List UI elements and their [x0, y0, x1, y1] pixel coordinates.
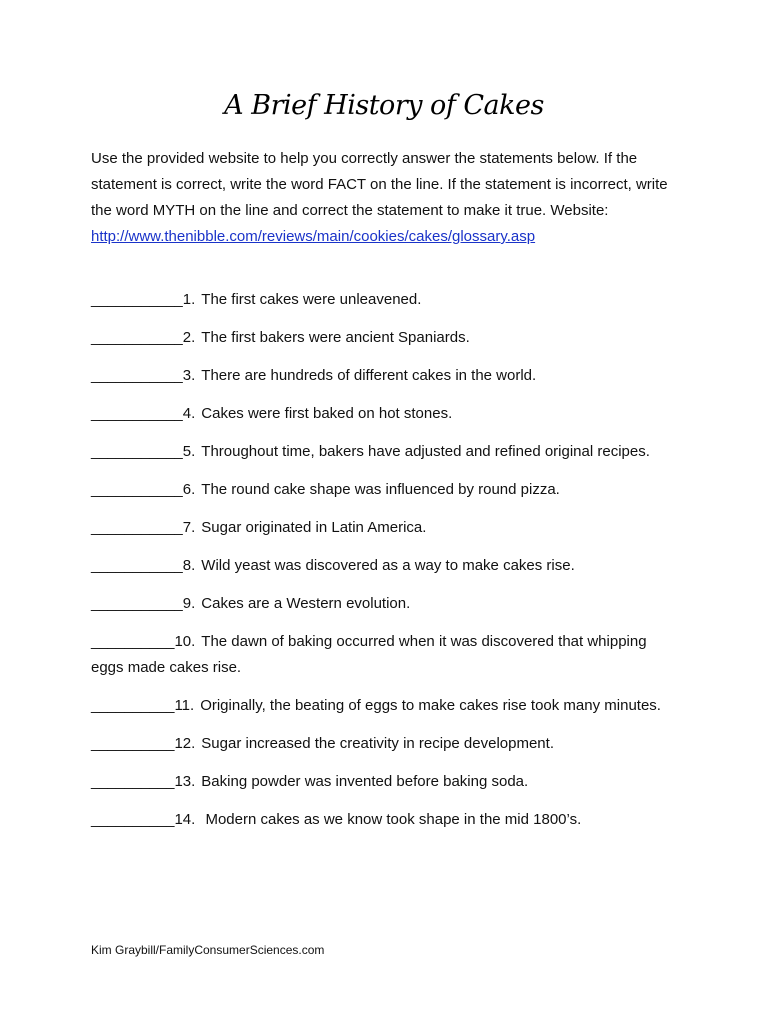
statement-text: Cakes were first baked on hot stones. [201, 405, 453, 422]
statement-item [91, 477, 681, 503]
statement-item [91, 807, 681, 833]
answer-blank[interactable]: ___________ [91, 291, 183, 308]
statement-text: Sugar originated in Latin America. [201, 519, 427, 536]
answer-blank[interactable]: ___________ [91, 443, 183, 460]
answer-blank[interactable]: __________ [91, 697, 175, 714]
answer-blank[interactable]: __________ [91, 633, 175, 650]
statement-number: 8. [182, 557, 196, 574]
statement-number: 12. [174, 735, 196, 752]
statement-number: 3. [182, 367, 196, 384]
answer-blank[interactable]: ___________ [91, 329, 183, 346]
statement-number: 9. [182, 595, 196, 612]
statement-item [91, 629, 681, 681]
statement-text: Wild yeast was discovered as a way to make cakes rise. [201, 557, 575, 574]
statement-number: 6. [182, 481, 196, 498]
statement-text: The first cakes were unleavened. [201, 291, 422, 308]
statement-text: Throughout time, bakers have adjusted and refined original recipes. [201, 443, 650, 460]
answer-blank[interactable]: ___________ [91, 405, 183, 422]
answer-blank[interactable]: ___________ [91, 481, 183, 498]
statement-number: 13. [174, 773, 196, 790]
statement-number: 1. [182, 291, 196, 308]
statement-text: There are hundreds of different cakes in the world. [201, 367, 537, 384]
statement-number: 4. [182, 405, 196, 422]
statement-item [91, 439, 681, 465]
instructions-text: Use the provided website to help you correctly answer the statements below. If the statement is correct, write the word FACT on the line. If the statement is incorrect, write the word MYTH on the line and correct the statement to make it true. Website: [91, 150, 668, 219]
statement-text: Cakes are a Western evolution. [201, 595, 411, 612]
statement-number: 11. [174, 697, 195, 714]
statement-text: The round cake shape was influenced by round pizza. [201, 481, 560, 498]
answer-blank[interactable]: ___________ [91, 519, 183, 536]
statement-number: 7. [182, 519, 196, 536]
statement-text: The dawn of baking occurred when it was discovered that whipping eggs made cakes rise. [91, 633, 647, 676]
statement-item [91, 769, 681, 795]
statement-item [91, 591, 681, 617]
website-link[interactable]: http://www.thenibble.com/reviews/main/cookies/cakes/glossary.asp [91, 228, 536, 245]
statement-item [91, 731, 681, 757]
statement-text: Sugar increased the creativity in recipe development. [201, 735, 554, 752]
answer-blank[interactable]: __________ [91, 735, 175, 752]
answer-blank[interactable]: __________ [91, 773, 175, 790]
statement-item [91, 693, 681, 719]
statement-text: Baking powder was invented before baking soda. [201, 773, 529, 790]
statement-number: 5. [182, 443, 196, 460]
footer-credit: Kim Graybill/FamilyConsumerSciences.com [91, 943, 325, 957]
answer-blank[interactable]: __________ [91, 811, 175, 828]
instructions [91, 146, 691, 250]
answer-blank[interactable]: ___________ [91, 557, 183, 574]
statement-text: Modern cakes as we know took shape in the mid 1800’s. [201, 811, 582, 828]
statement-number: 2. [182, 329, 196, 346]
statement-item [91, 363, 681, 389]
statement-item [91, 287, 681, 313]
statement-text: Originally, the beating of eggs to make cakes rise took many minutes. [200, 697, 661, 714]
answer-blank[interactable]: ___________ [91, 367, 183, 384]
page-title: A Brief History of Cakes [224, 90, 544, 121]
statement-list [91, 287, 681, 845]
statement-item [91, 401, 681, 427]
answer-blank[interactable]: ___________ [91, 595, 183, 612]
statement-item [91, 515, 681, 541]
statement-item [91, 553, 681, 579]
statement-text: The first bakers were ancient Spaniards. [201, 329, 470, 346]
statement-item [91, 325, 681, 351]
statement-number: 10. [174, 633, 196, 650]
statement-number: 14. [174, 811, 196, 828]
